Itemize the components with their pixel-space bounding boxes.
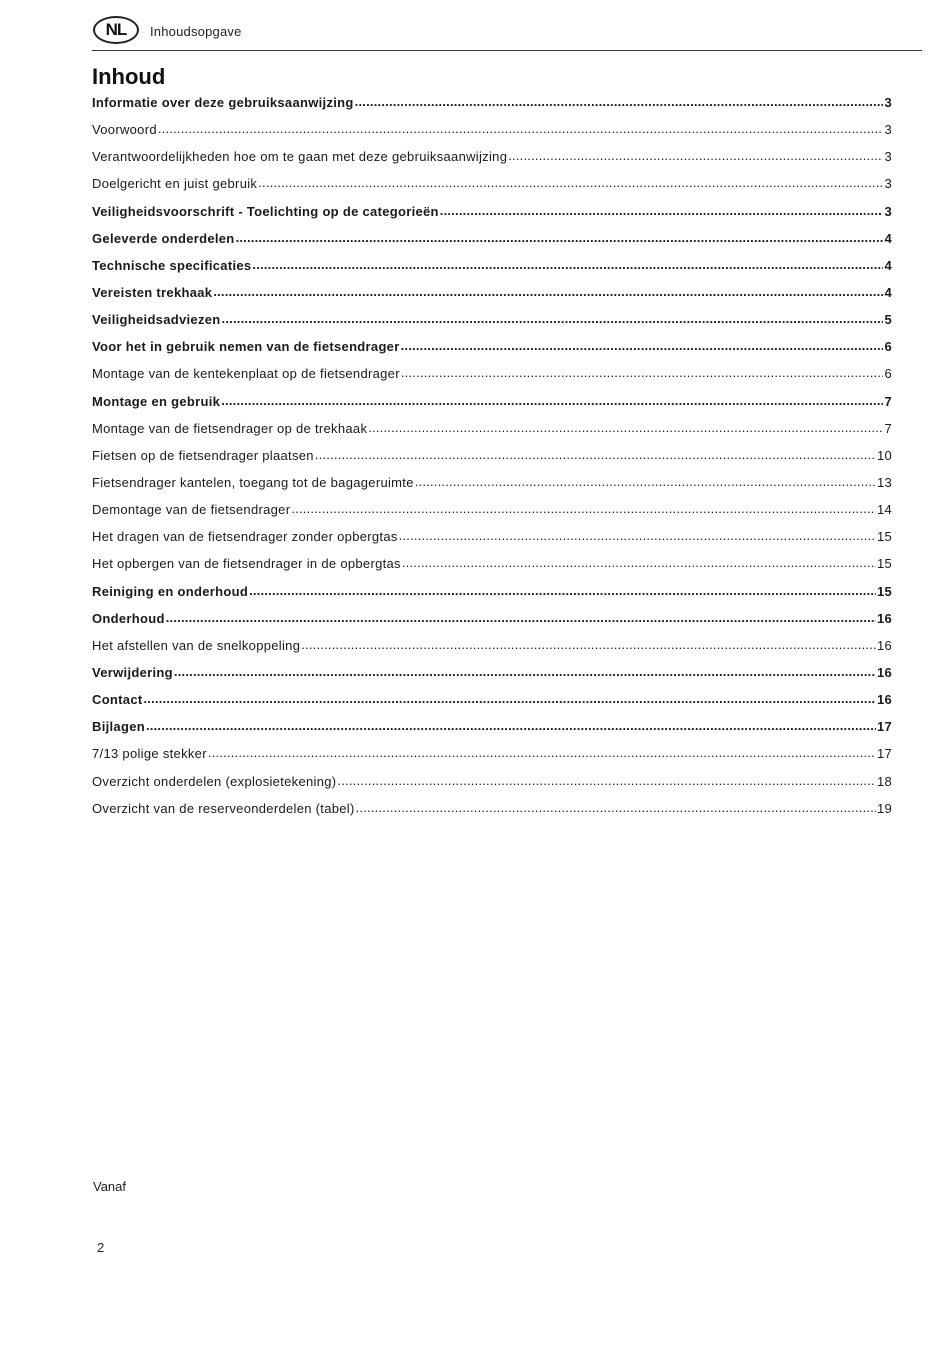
toc-entry[interactable] [92, 94, 892, 121]
toc-entry[interactable] [92, 691, 892, 718]
page-title: Inhoud [92, 64, 166, 89]
toc-entry[interactable] [92, 148, 892, 175]
toc-entry-title: Het dragen van de fietsendrager zonder opbergtas [92, 529, 398, 545]
toc-entry[interactable] [92, 257, 892, 284]
toc-dot-leader [356, 800, 876, 813]
toc-entry-page: 6 [884, 339, 892, 355]
toc-entry-page: 7 [884, 393, 892, 409]
toc-entry-title: Reiniging en onderhoud [92, 583, 249, 599]
toc-dot-leader [146, 718, 876, 731]
toc-entry-page: 16 [876, 692, 892, 708]
toc-entry-title: Montage van de kentekenplaat op de fietsendrager [92, 366, 400, 382]
toc-entry-title: Onderhoud [92, 610, 165, 626]
toc-entry-title: Montage van de fietsendrager op de trekhaak [92, 420, 368, 436]
toc-entry-page: 3 [884, 149, 892, 165]
toc-entry-title: Voor het in gebruik nemen van de fietsendrager [92, 339, 400, 355]
footer-note: Vanaf [93, 1179, 127, 1194]
toc-entry-title: Fietsendrager kantelen, toegang tot de bagageruimte [92, 474, 414, 490]
toc-entry-title: Voorwoord [92, 122, 157, 138]
toc-dot-leader [236, 230, 884, 243]
toc-entry-page: 3 [884, 122, 892, 138]
toc-dot-leader [158, 121, 884, 134]
toc-entry[interactable] [92, 501, 892, 528]
toc-entry[interactable] [92, 420, 892, 447]
toc-entry[interactable] [92, 583, 892, 610]
toc-dot-leader [291, 501, 876, 514]
header-title: Inhoudsopgave [150, 24, 242, 39]
toc-entry[interactable] [92, 773, 892, 800]
toc-dot-leader [337, 773, 876, 786]
toc-entry-page: 3 [884, 95, 892, 110]
toc-entry-page: 4 [884, 230, 892, 246]
toc-entry-page: 16 [876, 637, 892, 653]
toc-dot-leader [221, 393, 883, 406]
toc-entry[interactable] [92, 664, 892, 691]
toc-entry-title: Het afstellen van de snelkoppeling [92, 637, 301, 653]
toc-entry-title: Geleverde onderdelen [92, 230, 235, 246]
toc-entry-page: 7 [884, 420, 892, 436]
toc-entry-page: 15 [876, 529, 892, 545]
toc-entry-page: 19 [876, 800, 892, 816]
toc-entry-page: 17 [876, 746, 892, 762]
toc-dot-leader [301, 637, 876, 650]
toc-entry-page: 6 [884, 366, 892, 382]
toc-entry-page: 3 [884, 203, 892, 219]
toc-dot-leader [258, 175, 883, 188]
toc-dot-leader [208, 745, 876, 758]
toc-dot-leader [213, 284, 883, 297]
toc-entry-title: Vereisten trekhaak [92, 284, 213, 300]
toc-dot-leader [355, 94, 884, 107]
toc-dot-leader [368, 420, 883, 433]
toc-entry[interactable] [92, 800, 892, 827]
toc-dot-leader [144, 691, 876, 704]
toc-entry-page: 4 [884, 257, 892, 273]
toc-entry-title: Het opbergen van de fietsendrager in de opbergtas [92, 556, 401, 572]
toc-entry-page: 16 [876, 664, 892, 680]
toc-entry-title: Verwijdering [92, 664, 173, 680]
toc-dot-leader [401, 338, 884, 351]
toc-entry-title: Contact [92, 692, 143, 708]
toc-entry-page: 4 [884, 284, 892, 300]
toc-entry-title: Fietsen op de fietsendrager plaatsen [92, 447, 314, 463]
toc-entry[interactable] [92, 284, 892, 311]
toc-entry[interactable] [92, 365, 892, 392]
toc-dot-leader [222, 311, 884, 324]
toc-entry[interactable] [92, 447, 892, 474]
toc-entry[interactable] [92, 175, 892, 202]
toc-dot-leader [252, 257, 883, 270]
toc-entry-title: Montage en gebruik [92, 393, 221, 409]
toc-entry[interactable] [92, 718, 892, 745]
toc-entry-page: 18 [876, 773, 892, 789]
toc-entry[interactable] [92, 610, 892, 637]
toc-entry[interactable] [92, 311, 892, 338]
toc-entry-page: 15 [876, 583, 892, 599]
page-number: 2 [97, 1240, 105, 1255]
toc-dot-leader [174, 664, 876, 677]
toc-entry[interactable] [92, 745, 892, 772]
toc-entry-title: Veiligheidsadviezen [92, 312, 221, 328]
toc-entry[interactable] [92, 230, 892, 257]
toc-entry[interactable] [92, 474, 892, 501]
toc-entry[interactable] [92, 555, 892, 582]
language-badge: NL [93, 16, 139, 44]
toc-dot-leader [399, 528, 876, 541]
toc-entry-title: Informatie over deze gebruiksaanwijzing [92, 95, 354, 110]
toc-dot-leader [440, 203, 884, 216]
page-header [92, 14, 922, 51]
toc-entry-title: Veiligheidsvoorschrift - Toelichting op de categorieën [92, 203, 439, 219]
toc-entry-page: 15 [876, 556, 892, 572]
toc-entry-page: 13 [876, 474, 892, 490]
table-of-contents [92, 94, 892, 827]
toc-entry-title: Technische specificaties [92, 257, 252, 273]
toc-entry-title: Verantwoordelijkheden hoe om te gaan met deze gebruiksaanwijzing [92, 149, 508, 165]
toc-entry-page: 16 [876, 610, 892, 626]
toc-dot-leader [249, 583, 876, 596]
toc-dot-leader [401, 365, 884, 378]
toc-entry-page: 10 [876, 447, 892, 463]
toc-entry-title: Doelgericht en juist gebruik [92, 176, 258, 192]
toc-dot-leader [315, 447, 876, 460]
toc-entry[interactable] [92, 338, 892, 365]
toc-entry-page: 3 [884, 176, 892, 192]
toc-entry[interactable] [92, 203, 892, 230]
toc-entry-title: 7/13 polige stekker [92, 746, 207, 762]
toc-dot-leader [508, 148, 883, 161]
toc-entry-page: 5 [884, 312, 892, 328]
toc-dot-leader [415, 474, 876, 487]
toc-dot-leader [166, 610, 876, 623]
toc-entry-page: 14 [876, 502, 892, 518]
toc-entry[interactable] [92, 393, 892, 420]
toc-entry[interactable] [92, 121, 892, 148]
toc-entry-title: Demontage van de fietsendrager [92, 502, 291, 518]
toc-entry[interactable] [92, 528, 892, 555]
toc-entry-title: Overzicht van de reserveonderdelen (tabel) [92, 800, 355, 816]
toc-entry[interactable] [92, 637, 892, 664]
toc-dot-leader [402, 555, 876, 568]
toc-entry-title: Bijlagen [92, 719, 145, 735]
toc-entry-title: Overzicht onderdelen (explosietekening) [92, 773, 337, 789]
toc-entry-page: 17 [876, 719, 892, 735]
